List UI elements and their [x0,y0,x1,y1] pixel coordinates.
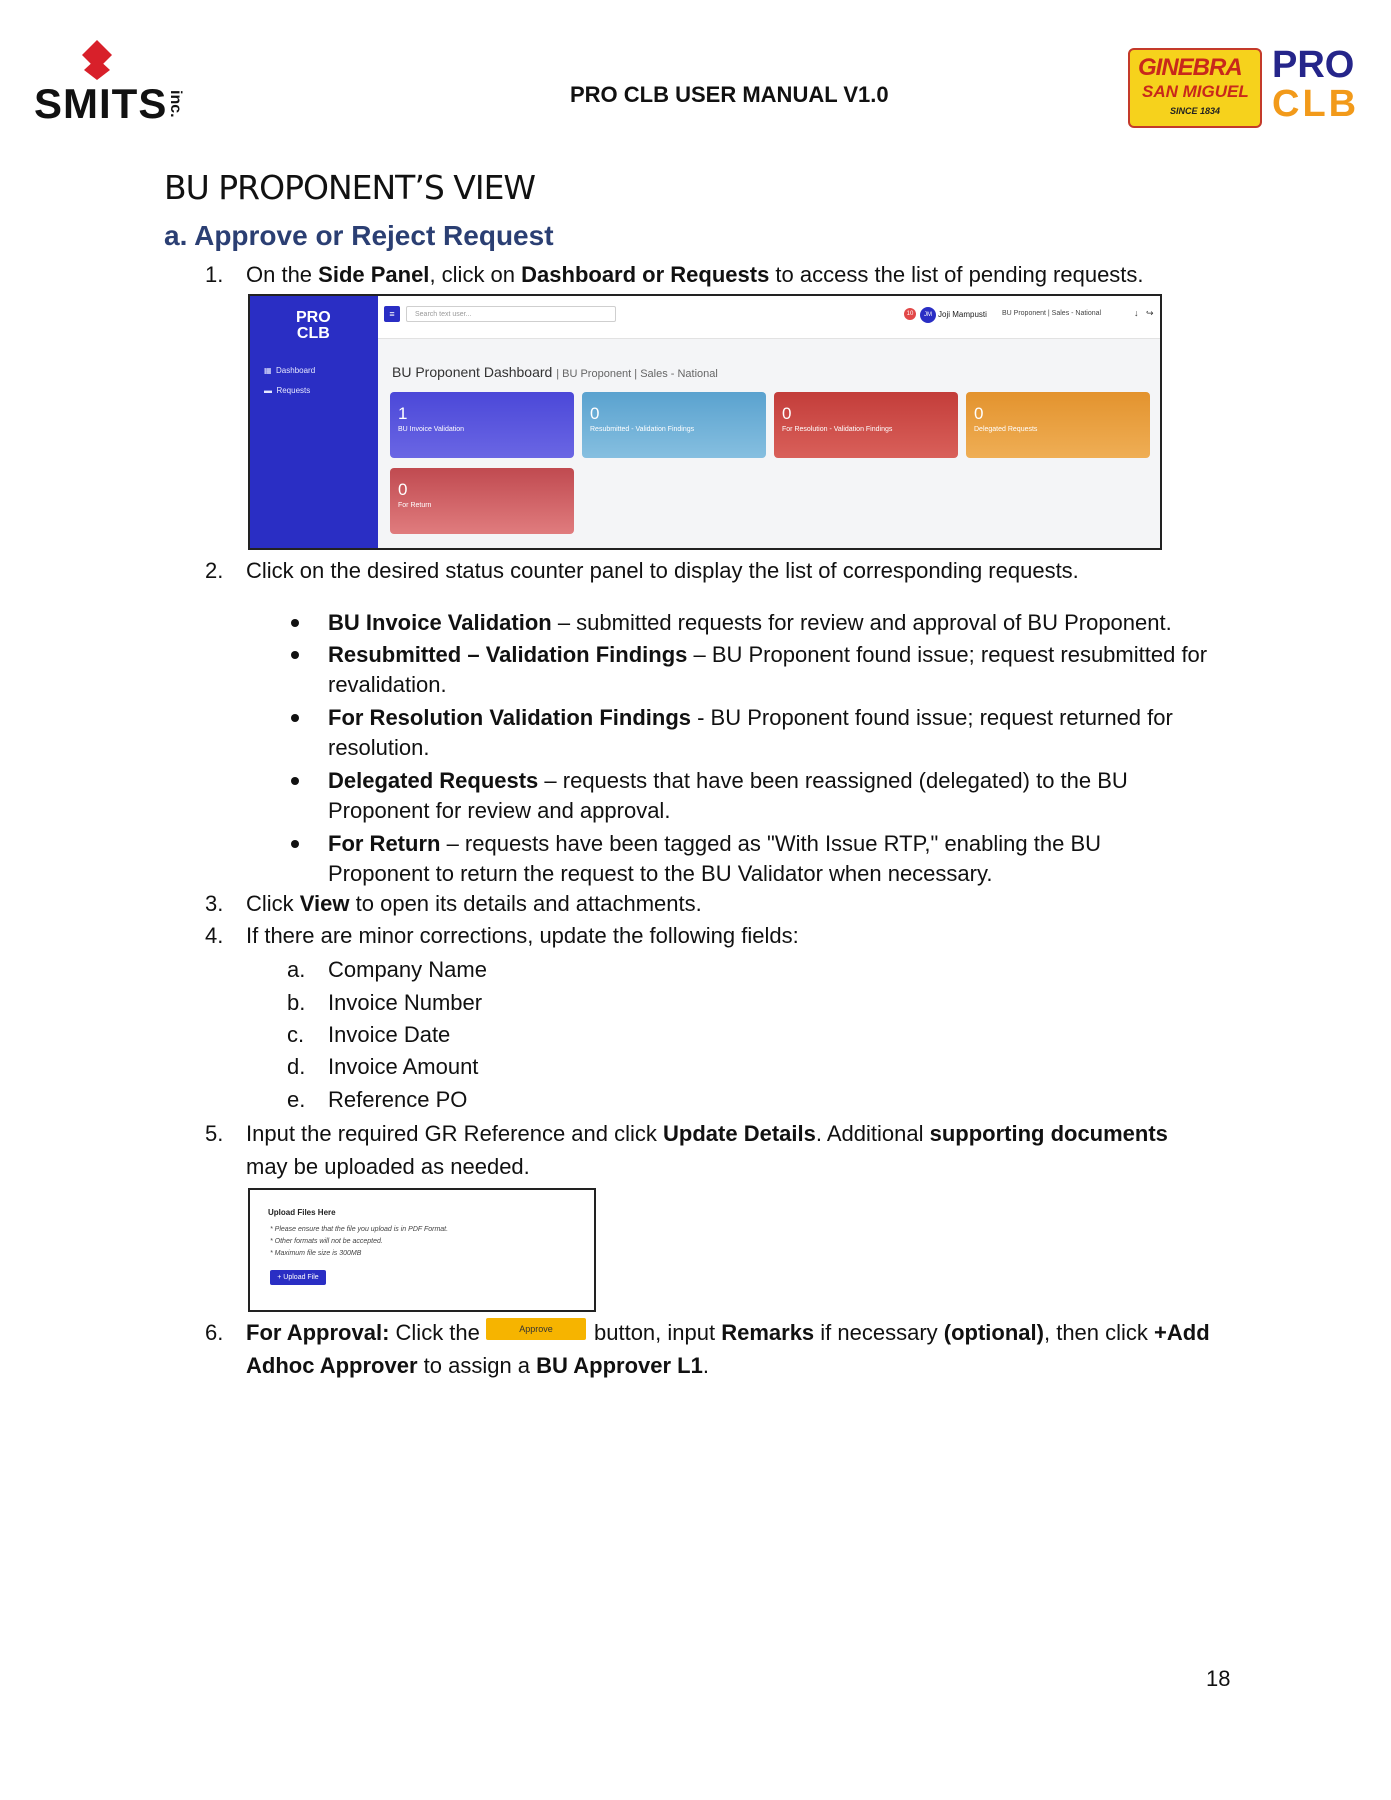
step-6-bold-bu-approver: BU Approver L1 [536,1353,703,1378]
step-5-bold-supporting-docs: supporting documents [929,1121,1168,1146]
sidebar-item-requests[interactable]: ▬ Requests [264,386,311,395]
step-1-text [246,260,1144,290]
step-6-part: . [702,1353,709,1378]
search-input[interactable]: Search text user... [406,306,616,322]
field-letter: c. [287,1022,305,1047]
menu-icon[interactable]: ≡ [384,306,400,322]
card-count: 0 [782,404,792,423]
card-label: BU Invoice Validation [398,426,465,433]
bullet-bu-invoice-validation [328,608,1172,638]
section-title: BU PROPONENT’S VIEW [164,168,536,207]
section-subtitle: a. Approve or Reject Request [164,220,554,251]
ginebra-logo [1128,48,1262,128]
sidebar-item-label: Requests [276,386,311,395]
field-letter: e. [287,1087,306,1112]
download-icon[interactable]: ↓ [1134,308,1139,318]
step-3-part: Click [246,891,300,916]
bullet-delegated [328,766,1128,796]
proclb-line1: PRO [1272,44,1355,86]
step-4-number: 4. [205,923,224,948]
field-letter: d. [287,1054,306,1079]
bullet-for-return [328,829,1101,859]
dashboard-logo [296,310,331,342]
field-invoice-amount: Invoice Amount [328,1054,479,1079]
step-2-text: Click on the desired status counter panel to display the list of corresponding requests. [246,558,1079,583]
field-letter: b. [287,990,306,1015]
step-1-part: , click on [429,262,522,287]
card-bu-invoice-validation[interactable] [390,392,574,458]
card-count: 1 [398,404,408,423]
dashboard-title [392,364,718,380]
step-5-part: Input the required GR Reference and click [246,1121,664,1146]
upload-note-formats: * Other formats will not be accepted. [270,1238,383,1245]
bullet-desc: - BU Proponent found issue; request returned for [691,705,1173,730]
field-invoice-date: Invoice Date [328,1022,451,1047]
step-3-number: 3. [205,891,224,916]
bullet-term: Delegated Requests [328,768,539,793]
notification-badge[interactable]: 10 [904,308,916,320]
upload-note-pdf: * Please ensure that the file you upload is in PDF Format. [270,1226,449,1233]
step-3-text [246,889,702,919]
smits-wordmark: SMITS [34,80,168,127]
step-5-text [246,1119,1168,1149]
card-delegated-requests[interactable] [966,392,1150,458]
step-1-bold-dashboard: Dashboard or Requests [521,262,770,287]
bullet-term: For Resolution Validation Findings [328,705,691,730]
step-6-text-start [246,1318,480,1348]
bullet-dot [291,619,299,627]
bullet-desc: – requests that have been reassigned (delegated) to the BU [538,768,1128,793]
step-3-part: to open its details and attachments. [349,891,702,916]
logout-icon[interactable]: ↪ [1146,308,1154,318]
upload-title: Upload Files Here [268,1208,336,1217]
dashboard-title-main: BU Proponent Dashboard [392,364,553,380]
bullet-desc: – BU Proponent found issue; request resubmitted for [687,642,1208,667]
bullet-desc: – requests have been tagged as "With Issue RTP," enabling the BU [440,831,1102,856]
step-6-bold-optional: (optional) [943,1320,1044,1345]
bullet-dot [291,651,299,659]
page-number: 18 [1206,1666,1231,1691]
bullet-resubmitted [328,640,1207,670]
card-count: 0 [974,404,984,423]
step-1-bold-side-panel: Side Panel [318,262,430,287]
field-invoice-number: Invoice Number [328,990,483,1015]
approve-button[interactable]: Approve [486,1318,586,1340]
ginebra-line3: SINCE 1834 [1170,106,1221,116]
dashboard-topbar [378,296,1160,339]
step-6-bold-for-approval: For Approval: [246,1320,390,1345]
card-label: Resubmitted - Validation Findings [590,426,695,433]
avatar[interactable]: JM [920,307,936,323]
ginebra-line1: GINEBRA [1138,54,1242,81]
user-role: BU Proponent | Sales - National [1002,310,1102,317]
field-reference-po: Reference PO [328,1087,468,1112]
step-6-bold-remarks: Remarks [721,1320,815,1345]
step-6-number: 6. [205,1320,224,1345]
smits-diamond-icon [66,40,128,80]
card-count: 0 [590,404,600,423]
ginebra-line2: SAN MIGUEL [1142,82,1249,101]
proclb-line2: CLB [1272,83,1360,125]
dashboard-logo-line1: PRO [296,309,331,326]
user-name: Joji Mampusti [938,310,987,319]
document-title: PRO CLB USER MANUAL V1.0 [570,82,889,107]
step-6-part: to assign a [417,1353,537,1378]
dashboard-logo-line2: CLB [296,325,330,342]
card-for-resolution-validation-findings[interactable] [774,392,958,458]
step-6-text-cont [246,1351,709,1381]
step-3-bold-view: View [299,891,350,916]
bullet-delegated-cont: Proponent for review and approval. [328,798,671,823]
bullet-term: For Return [328,831,441,856]
dashboard-sidebar [250,296,378,548]
bullet-for-resolution-cont: resolution. [328,735,430,760]
card-for-return[interactable] [390,468,574,534]
bullet-term: BU Invoice Validation [328,610,552,635]
field-company-name: Company Name [328,957,487,982]
step-6-bold-add: +Add [1154,1320,1210,1345]
card-count: 0 [398,480,408,499]
step-6-bold-adhoc: Adhoc Approver [246,1353,418,1378]
smits-inc: inc. [167,90,184,118]
step-2-number: 2. [205,558,224,583]
step-6-part: Click the [389,1320,480,1345]
dashboard-title-sub: | BU Proponent | Sales - National [556,368,718,380]
step-1-part: On the [246,262,319,287]
card-label: For Return [398,502,432,509]
step-6-text-end [594,1318,1210,1348]
sidebar-item-dashboard[interactable]: ▦ Dashboard [264,366,316,375]
step-5-text-cont: may be uploaded as needed. [246,1154,530,1179]
step-1-part: to access the list of pending requests. [769,262,1144,287]
bullet-desc: – submitted requests for review and approval of BU Proponent. [551,610,1172,635]
step-6-part: button, input [594,1320,722,1345]
step-5-part: . Additional [815,1121,930,1146]
bullet-for-resolution [328,703,1173,733]
bullet-dot [291,714,299,722]
bullet-dot [291,777,299,785]
bullet-term: Resubmitted – Validation Findings [328,642,688,667]
upload-file-button[interactable]: + Upload File [270,1270,326,1285]
card-label: Delegated Requests [974,426,1038,433]
field-letter: a. [287,957,306,982]
step-5-bold-update-details: Update Details [663,1121,816,1146]
step-1-number: 1. [205,262,224,287]
dashboard-screenshot [248,294,1162,550]
smits-logo [34,40,202,126]
upload-screenshot [248,1188,596,1312]
step-6-part: if necessary [814,1320,944,1345]
sidebar-item-label: Dashboard [276,366,316,375]
step-4-text: If there are minor corrections, update the following fields: [246,923,799,948]
card-resubmitted-validation-findings[interactable] [582,392,766,458]
step-5-number: 5. [205,1121,224,1146]
step-6-part: , then click [1043,1320,1155,1345]
bullet-resubmitted-cont: revalidation. [328,672,447,697]
card-label: For Resolution - Validation Findings [782,426,893,433]
bullet-for-return-cont: Proponent to return the request to the BU Validator when necessary. [328,861,993,886]
proclb-logo [1272,46,1362,124]
upload-note-size: * Maximum file size is 300MB [270,1250,362,1257]
bullet-dot [291,840,299,848]
